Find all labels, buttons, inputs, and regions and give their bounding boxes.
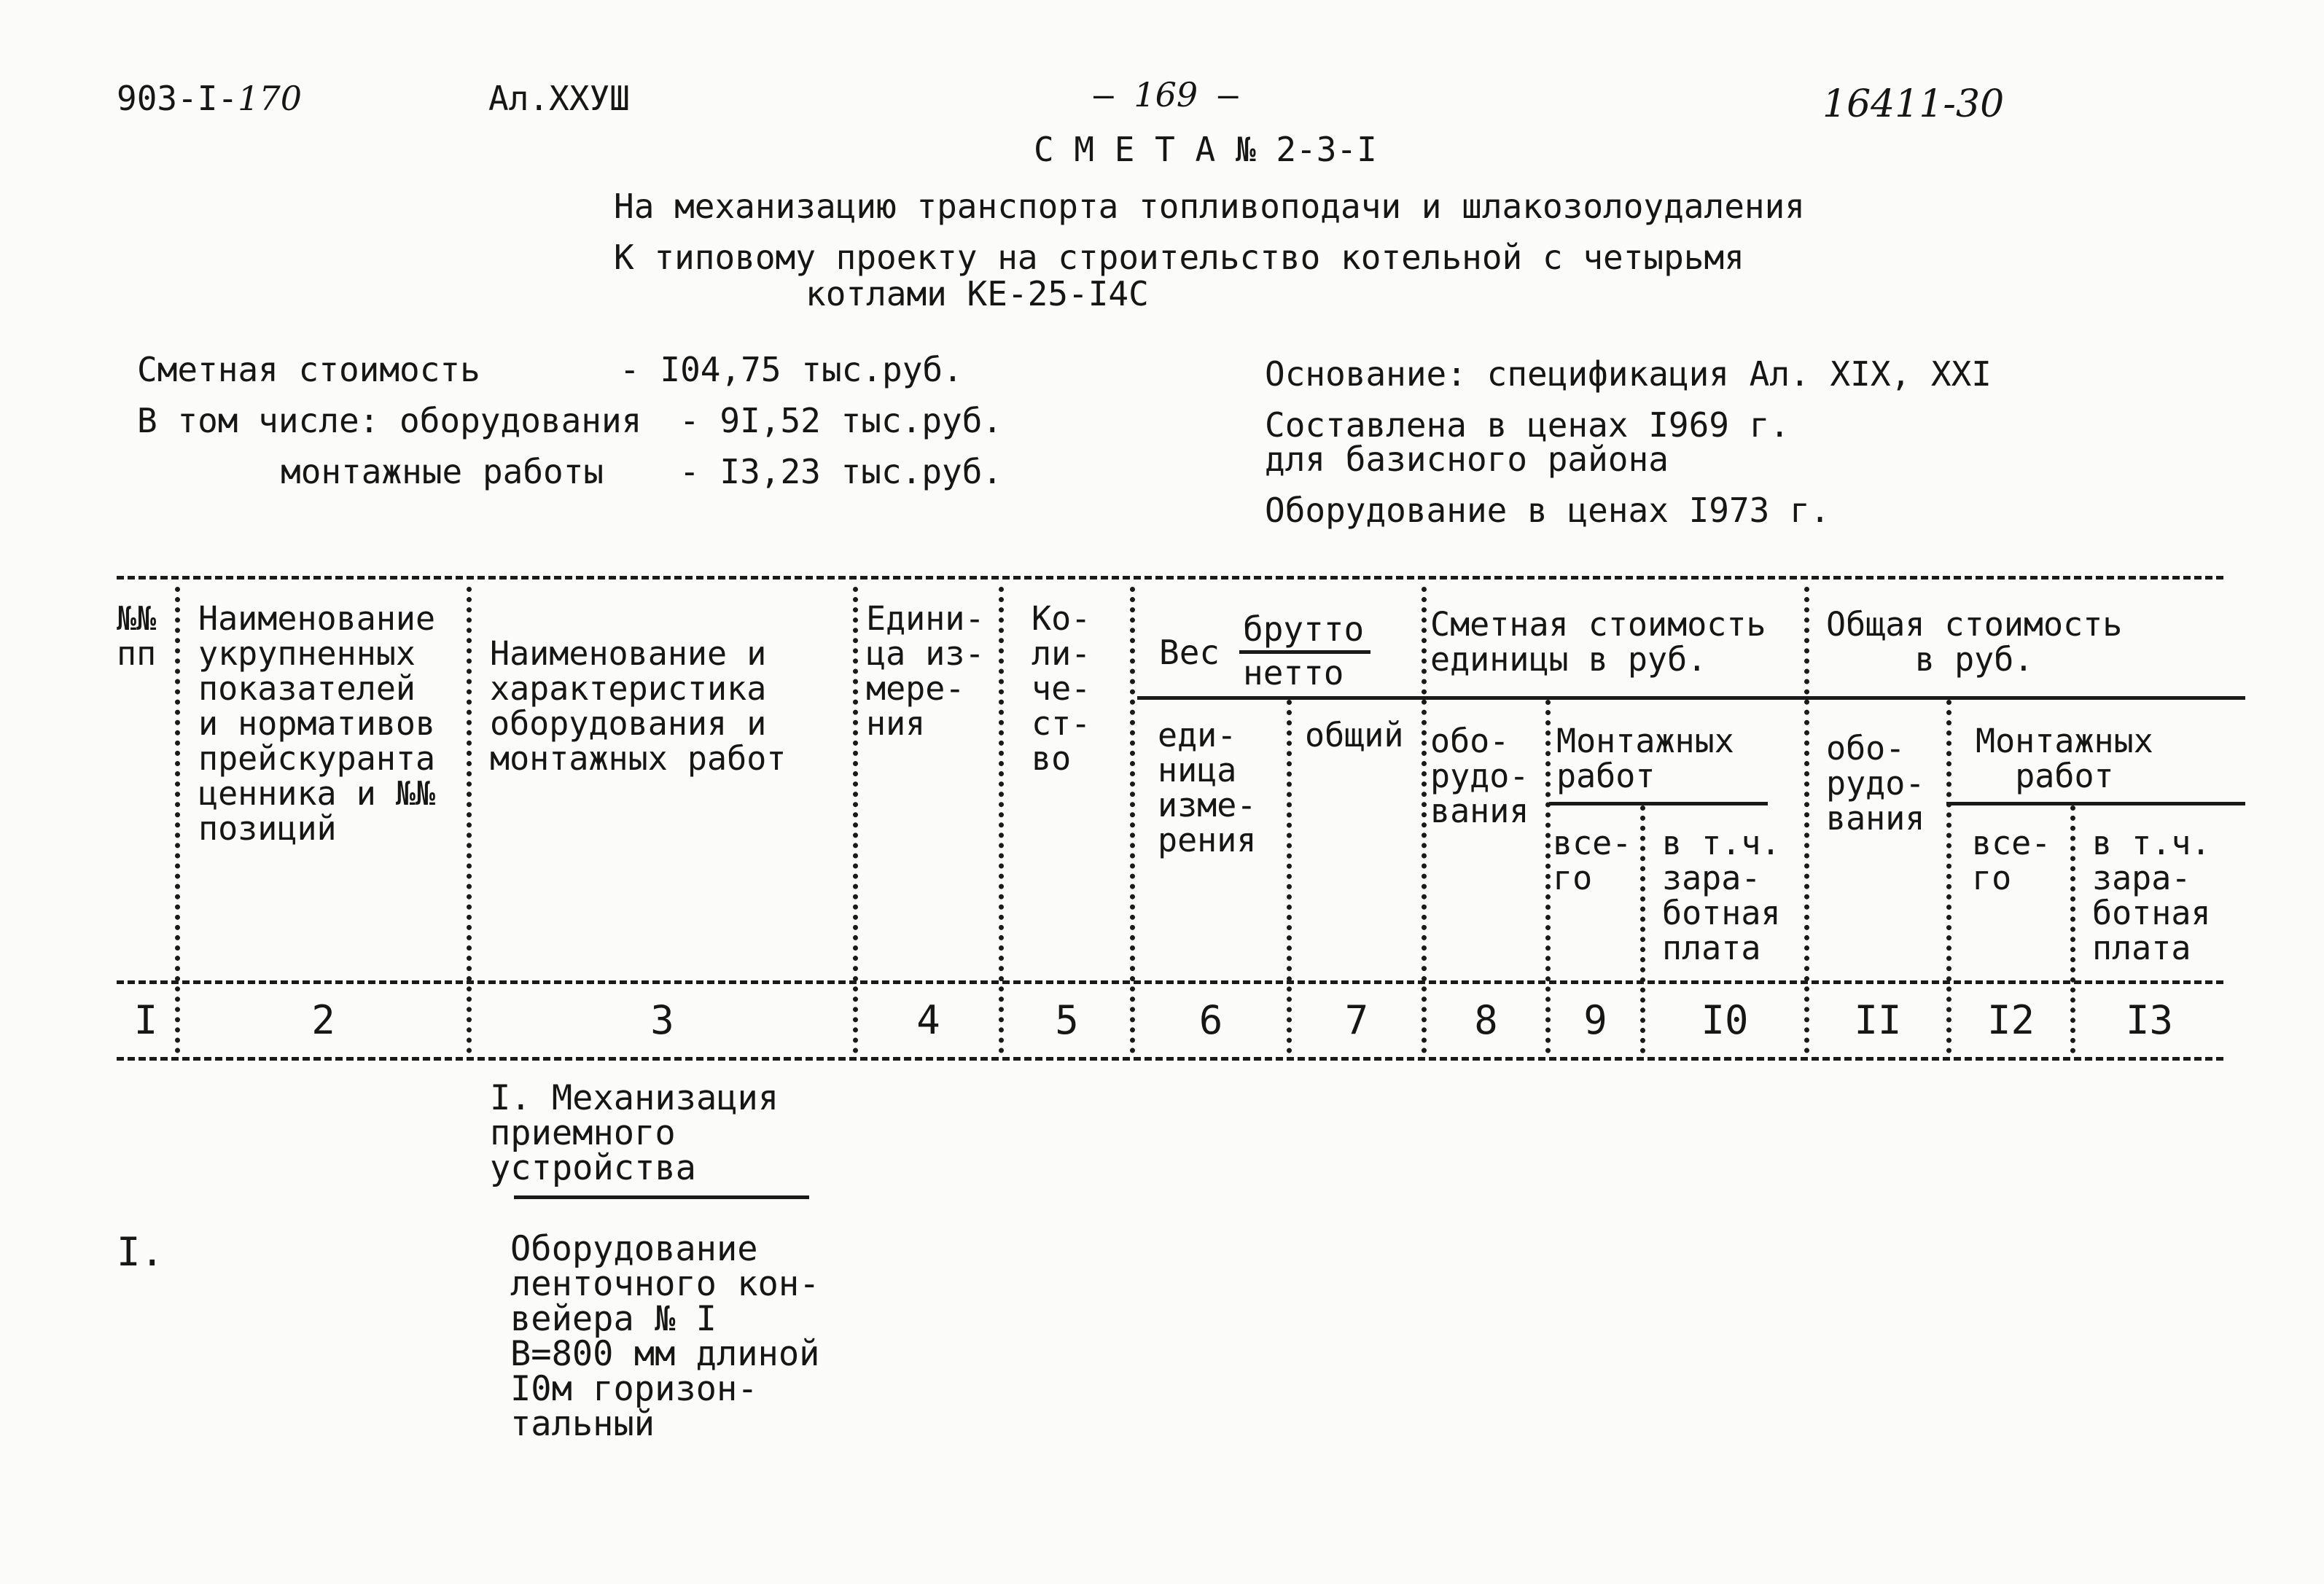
column-number-6: 6: [1198, 997, 1223, 1043]
header-indicators: Наименование укрупненных показателей и нормативов прейскуранта ценника и №№ позиций: [198, 599, 436, 848]
col-divider-3: [853, 587, 858, 1053]
basis-line-3: для базисного района: [1265, 440, 1669, 479]
unit-install-rule: [1549, 802, 1768, 805]
section-title-underline: [514, 1195, 809, 1199]
install-cost-value: - I3,23 тыс.руб.: [679, 452, 1003, 491]
title-line-2: К типовому проекту на строительство котельной с четырьмя: [614, 238, 1744, 277]
column-number-2: 2: [311, 997, 335, 1043]
page-number-value: 169: [1134, 75, 1198, 114]
basis-line-2: Составлена в ценах I969 г.: [1265, 405, 1790, 445]
header-weight-total: общий: [1305, 716, 1404, 754]
header-equipment-name: Наименование и характеристика оборудования и монтажных работ: [490, 634, 787, 778]
col-divider-12: [2070, 805, 2075, 1053]
column-number-12: I2: [1986, 997, 2035, 1043]
album-label: Ал.ХХУШ: [488, 79, 630, 118]
title-line-1: На механизацию транспорта топливоподачи и шлакозолоудаления: [614, 187, 1805, 226]
header-total-equipment: обо- рудо- вания: [1826, 729, 1925, 838]
header-weight-label: Вес: [1159, 633, 1220, 672]
header-total-install-wages: в т.ч. зара- ботная плата: [2092, 824, 2211, 967]
header-unit-cost-group: Сметная стоимость единицы в руб.: [1430, 605, 1766, 679]
column-number-11: II: [1854, 997, 1902, 1043]
column-number-7: 7: [1344, 997, 1369, 1043]
header-row-number: №№ пп: [117, 599, 157, 673]
header-weight-net: нетто: [1243, 653, 1344, 692]
install-cost-label: монтажные работы: [281, 452, 604, 491]
column-number-9: 9: [1583, 997, 1607, 1043]
header-total-cost-group: Общая стоимость в руб.: [1826, 605, 2123, 679]
col-divider-9: [1640, 805, 1645, 1053]
page-number: – 169 –: [1093, 75, 1239, 114]
header-unit-install-group: Монтажных работ: [1556, 722, 1734, 795]
header-weight-unit: еди- ница изме- рения: [1158, 716, 1257, 859]
col-divider-5: [1130, 587, 1135, 1053]
col-divider-4: [999, 587, 1004, 1053]
column-number-1: I: [133, 997, 158, 1043]
col-divider-10: [1804, 587, 1809, 1053]
header-total-install-total: все- го: [1972, 824, 2051, 897]
title-line-3: котлами КЕ-25-I4С: [806, 274, 1149, 313]
equipment-cost-value: - 9I,52 тыс.руб.: [679, 401, 1003, 440]
series-code-handwritten: 170: [238, 79, 302, 118]
header-unit-install-wages: в т.ч. зара- ботная плата: [1662, 824, 1781, 967]
col-divider-6: [1287, 700, 1292, 1053]
row-number: I.: [117, 1229, 165, 1275]
column-number-3: 3: [650, 997, 674, 1043]
numbers-bottom-rule: [117, 1057, 2223, 1061]
section-title: I. Механизация приемного устройства: [490, 1078, 779, 1188]
total-cost-value: - I04,75 тыс.руб.: [620, 350, 963, 389]
column-number-10: I0: [1701, 997, 1749, 1043]
col-divider-11: [1946, 700, 1951, 1053]
header-bottom-rule: [117, 980, 2223, 984]
column-number-13: I3: [2125, 997, 2174, 1043]
equipment-cost-label: В том числе: оборудования: [137, 401, 642, 440]
header-unit: Едини- ца из- мере- ния: [866, 599, 985, 743]
table-top-rule: [117, 576, 2223, 580]
column-number-8: 8: [1474, 997, 1498, 1043]
col-divider-7: [1422, 587, 1427, 1053]
document-heading: С М Е Т А № 2-3-I: [1034, 130, 1377, 169]
total-cost-label: Сметная стоимость: [137, 350, 480, 389]
header-unit-install-total: все- го: [1553, 824, 1632, 897]
weight-subheader-rule: [1137, 696, 1808, 700]
col-divider-8: [1545, 700, 1551, 1053]
basis-line-1: Основание: спецификация Ал. XIX, XXI: [1265, 354, 1992, 394]
column-number-5: 5: [1055, 997, 1079, 1043]
header-total-install-group: Монтажных работ: [1976, 722, 2153, 795]
col-divider-1: [175, 587, 180, 1053]
total-install-rule: [1946, 802, 2245, 805]
header-weight-gross: брутто: [1243, 609, 1365, 649]
row-description: Оборудование ленточного кон- вейера № I В=800 мм длиной I0м горизон- тальный: [510, 1229, 820, 1444]
total-subheader-rule: [1808, 696, 2245, 700]
archive-number: 16411-30: [1822, 82, 2005, 126]
series-code: [117, 80, 302, 117]
series-code-printed: 903-I-: [117, 79, 238, 118]
column-number-4: 4: [916, 997, 940, 1043]
header-quantity: Ко- ли- че- ст- во: [1032, 599, 1091, 778]
col-divider-2: [467, 587, 472, 1053]
basis-line-4: Оборудование в ценах I973 г.: [1265, 491, 1830, 530]
header-unit-equipment: обо- рудо- вания: [1430, 722, 1529, 830]
